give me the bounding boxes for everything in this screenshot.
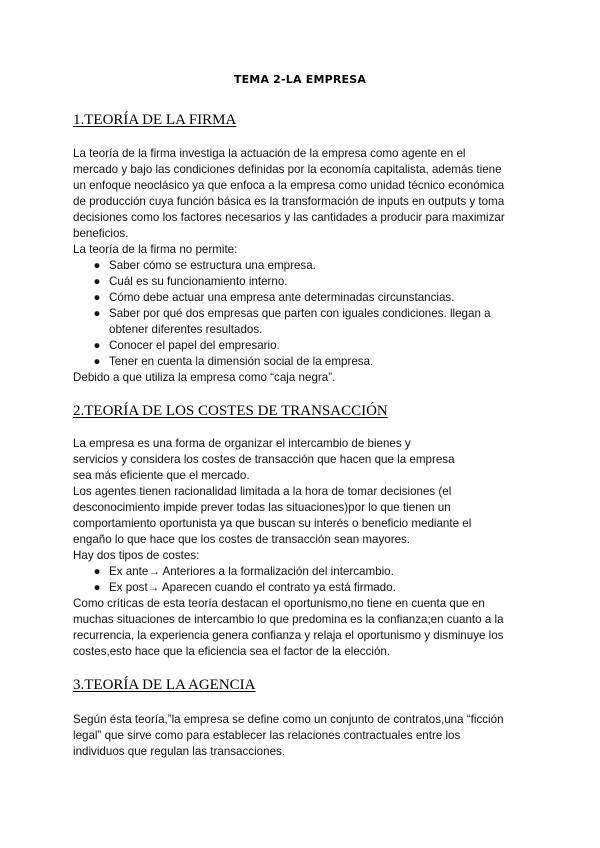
bullet-icon: ● (93, 355, 101, 368)
list-item: ● Saber cómo se estructura una empresa. (73, 258, 533, 274)
list-item: ● Cómo debe actuar una empresa ante determinadas circunstancias. (73, 290, 533, 306)
paragraph-line: legal” que sirve como para establecer las relaciones contractuales entre los (73, 729, 461, 742)
paragraph-line: individuos que regulan las transacciones. (73, 745, 286, 758)
paragraph-line: Debido a que utiliza la empresa como “caja negra”. (73, 371, 336, 384)
paragraph-line: decisiones como los factores necesarios y las cantidades a producir para maximizar (73, 211, 505, 224)
section-1-body (73, 146, 533, 386)
bullet-icon: ● (93, 259, 101, 272)
paragraph-line: comportamiento oportunista ya que buscan su interés o beneficio mediante el (73, 517, 472, 530)
bullet-icon: ● (93, 307, 101, 320)
list-item: ● Ex ante→ Anteriores a la formalización del intercambio. (73, 564, 533, 580)
list-item: ● Conocer el papel del empresario. (73, 338, 533, 354)
section-2-heading: 2.TEORÍA DE LOS COSTES DE TRANSACCIÓN (73, 403, 388, 419)
bullet-icon: ● (93, 581, 101, 594)
list-item: ● Cuál es su funcionamiento interno. (73, 274, 533, 290)
paragraph-line: beneficios. (73, 227, 129, 240)
paragraph-line: Hay dos tipos de costes: (73, 549, 200, 562)
paragraph-line: costes,esto hace que la eficiencia sea el factor de la elección. (73, 645, 391, 658)
section-3-body (73, 712, 533, 760)
section-2-list (73, 564, 533, 596)
section-3-heading: 3.TEORÍA DE LA AGENCIA (73, 677, 256, 693)
paragraph-line: recurrencia, la experiencia genera confianza y relaja el oportunismo y disminuye los (73, 629, 504, 642)
paragraph-line: Como críticas de esta teoría destacan el oportunismo,no tiene en cuenta que en (73, 597, 485, 610)
bullet-icon: ● (93, 275, 101, 288)
bullet-icon: ● (93, 291, 101, 304)
paragraph-line: mercado y bajo las condiciones definidas por la economía capitalista, además tiene (73, 163, 502, 176)
paragraph-line: La teoría de la firma investiga la actuación de la empresa como agente en el (73, 147, 466, 160)
list-item: ● Tener en cuenta la dimensión social de la empresa. (73, 354, 533, 370)
paragraph-line: Según ésta teoría,”la empresa se define como un conjunto de contratos,una “ficción (73, 713, 504, 726)
paragraph-line: La empresa es una forma de organizar el intercambio de bienes y (73, 437, 411, 450)
paragraph-line: servicios y considera los costes de transacción que hacen que la empresa (73, 453, 455, 466)
paragraph-line: muchas situaciones de intercambio lo que predomina es la confianza;en cuanto a la (73, 613, 504, 626)
paragraph-line: La teoría de la firma no permite: (73, 243, 238, 256)
section-2-body (73, 436, 533, 660)
bullet-icon: ● (93, 339, 101, 352)
paragraph-line: de producción cuya función básica es la transformación de inputs en outputs y toma (73, 195, 505, 208)
document-title: TEMA 2-LA EMPRESA (233, 73, 367, 86)
section-1-list (73, 258, 533, 370)
paragraph-line: sea más eficiente que el mercado. (73, 469, 250, 482)
paragraph-line: un enfoque neoclásico ya que enfoca a la empresa como unidad técnico económica (73, 179, 505, 192)
bullet-icon: ● (93, 565, 101, 578)
list-item: ● Ex post→ Aparecen cuando el contrato ya está firmado. (73, 580, 533, 596)
list-item: ● Saber por qué dos empresas que parten con iguales condiciones. llegan a obtener diferentes resultados. (73, 306, 533, 338)
paragraph-line: Los agentes tienen racionalidad limitada a la hora de tomar decisiones (el (73, 485, 452, 498)
paragraph-line: desconocimiento impide prever todas las situaciones)por lo que tienen un (73, 501, 451, 514)
paragraph-line: engaño lo que hace que los costes de transacción sean mayores. (73, 533, 411, 546)
section-1-heading: 1.TEORÍA DE LA FIRMA (73, 112, 237, 128)
